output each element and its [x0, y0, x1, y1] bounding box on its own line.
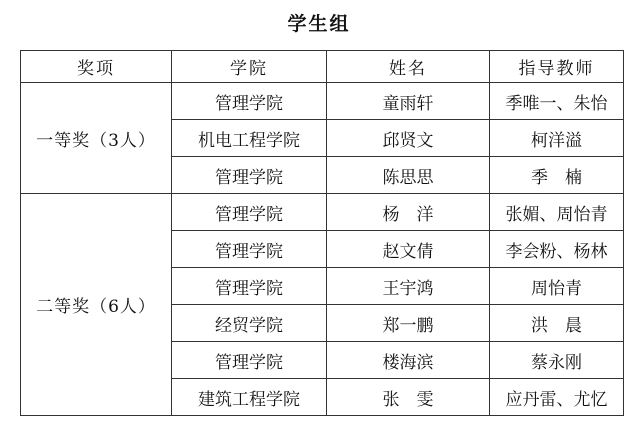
advisor-cell: 蔡永刚 — [490, 342, 624, 379]
advisor-cell: 柯洋溢 — [490, 120, 624, 157]
header-row — [21, 51, 624, 83]
college-cell: 建筑工程学院 — [172, 379, 327, 416]
advisor-cell: 周怡青 — [490, 268, 624, 305]
name-cell: 楼海滨 — [327, 342, 490, 379]
table-header — [21, 51, 624, 83]
name-cell: 赵文倩 — [327, 231, 490, 268]
award-table — [20, 50, 624, 416]
college-cell: 管理学院 — [172, 157, 327, 194]
name-cell: 郑一鹏 — [327, 305, 490, 342]
name-cell: 张 雯 — [327, 379, 490, 416]
name-cell: 杨 洋 — [327, 194, 490, 231]
name-cell: 邱贤文 — [327, 120, 490, 157]
advisor-cell: 李会粉、杨林 — [490, 231, 624, 268]
college-cell: 管理学院 — [172, 342, 327, 379]
college-cell: 管理学院 — [172, 268, 327, 305]
header-advisor: 指导教师 — [490, 51, 624, 83]
college-cell: 机电工程学院 — [172, 120, 327, 157]
advisor-cell: 季 楠 — [490, 157, 624, 194]
advisor-cell: 张媚、周怡青 — [490, 194, 624, 231]
name-cell: 王宇鸿 — [327, 268, 490, 305]
college-cell: 管理学院 — [172, 231, 327, 268]
header-award: 奖项 — [21, 51, 172, 83]
header-college: 学院 — [172, 51, 327, 83]
college-cell: 管理学院 — [172, 83, 327, 120]
header-name: 姓名 — [327, 51, 490, 83]
award-cell: 二等奖（6人） — [21, 194, 172, 416]
table-body — [21, 83, 624, 416]
table-row — [21, 83, 624, 120]
page-title: 学生组 — [287, 13, 351, 35]
name-cell: 陈思思 — [327, 157, 490, 194]
college-cell: 管理学院 — [172, 194, 327, 231]
advisor-cell: 季唯一、朱怡 — [490, 83, 624, 120]
name-cell: 童雨轩 — [327, 83, 490, 120]
college-cell: 经贸学院 — [172, 305, 327, 342]
award-cell: 一等奖（3人） — [21, 83, 172, 194]
advisor-cell: 洪 晨 — [490, 305, 624, 342]
table-row — [21, 194, 624, 231]
advisor-cell: 应丹雷、尤忆 — [490, 379, 624, 416]
